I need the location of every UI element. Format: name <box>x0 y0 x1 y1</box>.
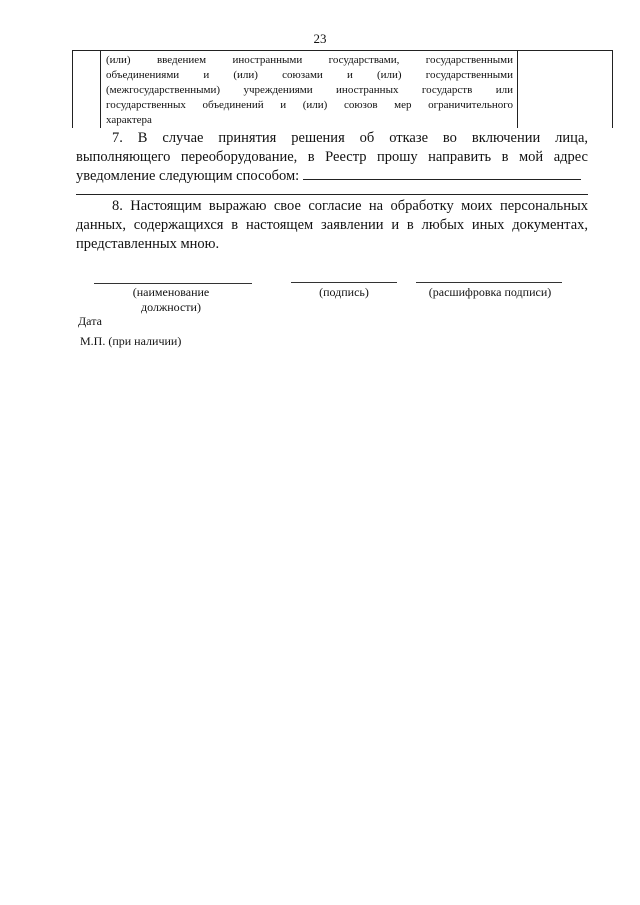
table-text-line: характера <box>106 114 152 126</box>
table-cell-text <box>106 53 513 128</box>
table-text-line: государственных объединений и (или) союзов мер ограничительного <box>106 99 513 111</box>
date-label: Дата <box>78 314 102 328</box>
signature-label: (подпись) <box>319 285 369 299</box>
decoding-label: (расшифровка подписи) <box>428 285 552 299</box>
item-7-line: 7. В случае принятия решения об отказе во включении лица, <box>112 130 588 146</box>
table-column-divider <box>517 50 518 128</box>
table-text-line: (или) введением иностранными государствами, государственными <box>106 54 513 66</box>
item-8-line: данных, содержащихся в настоящем заявлении и в любых иных документах, <box>76 217 588 233</box>
table-column-divider <box>100 50 101 128</box>
notification-method-field[interactable] <box>303 167 581 180</box>
decoding-field[interactable] <box>416 282 562 283</box>
item-8-line: 8. Настоящим выражаю свое согласие на обработку моих персональных <box>112 198 588 214</box>
continuation-table <box>72 50 613 128</box>
notification-method-field-continuation[interactable] <box>76 194 588 195</box>
position-field[interactable] <box>94 283 252 284</box>
table-text-line: объединениями и (или) союзами и (или) государственными <box>106 69 513 81</box>
item-8-line: представленных мною. <box>76 236 220 252</box>
item-7-line-text: уведомление следующим способом: <box>76 168 300 184</box>
signature-field[interactable] <box>291 282 397 283</box>
table-top-border <box>73 50 612 51</box>
page-number: 23 <box>313 31 327 46</box>
stamp-label: М.П. (при наличии) <box>80 334 182 348</box>
table-text-line: (межгосударственными) учреждениями иностранных государств или <box>106 84 513 96</box>
item-7-line: выполняющего переоборудование, в Реестр прошу направить в мой адрес <box>76 149 588 165</box>
item-7-line <box>76 167 588 186</box>
position-label: (наименование должности) <box>132 285 210 314</box>
item-7-paragraph <box>76 129 588 186</box>
item-8-paragraph <box>76 197 588 254</box>
